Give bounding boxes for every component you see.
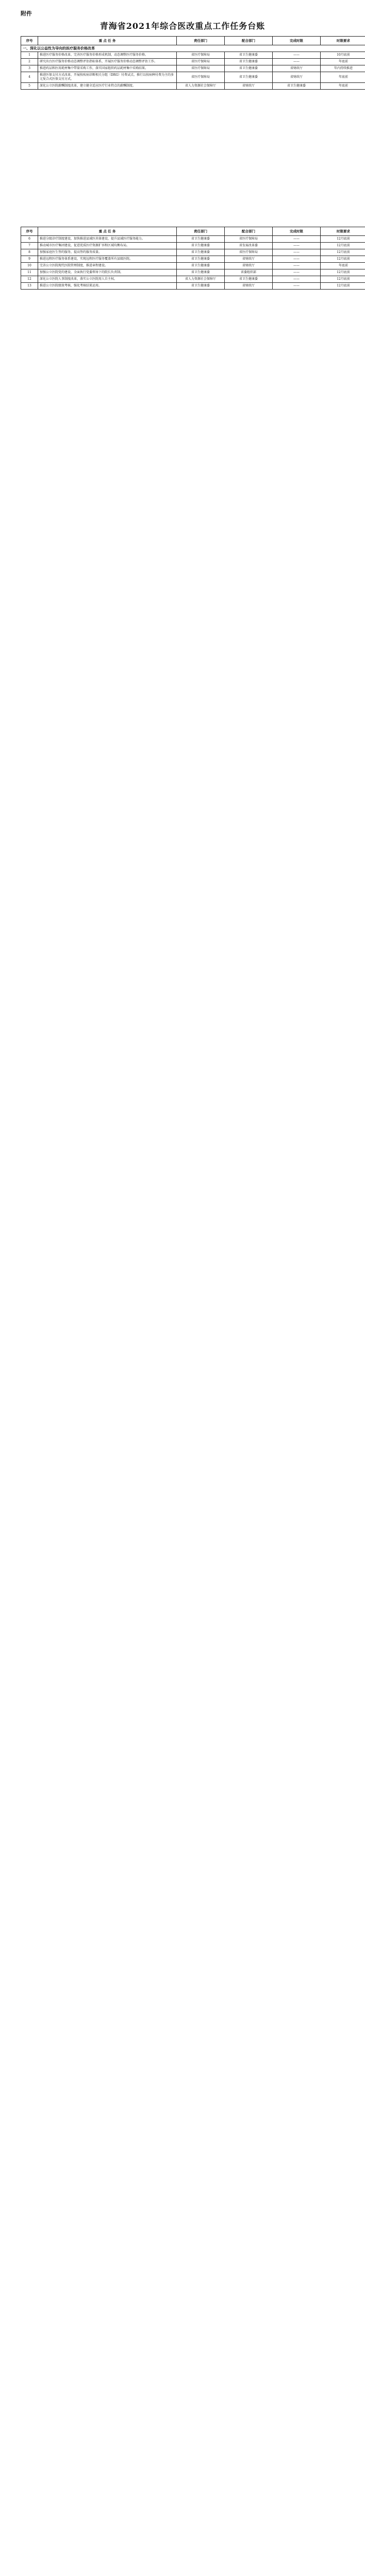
cell-done: ——: [273, 236, 321, 243]
column-header: 序号: [21, 227, 38, 236]
cell-assist: 省卫生健康委: [225, 52, 273, 59]
table-row: [21, 269, 365, 276]
cell-limit: 年内持续推进: [321, 65, 365, 72]
cell-lead: 省卫生健康委: [177, 243, 225, 249]
cell-lead: 省人力资源社会保障厅: [177, 83, 225, 90]
cell-lead: 省卫生健康委: [177, 249, 225, 256]
cell-assist: 省委组织部: [225, 269, 273, 276]
cell-task: 推进分级诊疗制度建设，加快推进县域医共体建设，提升县域医疗服务能力。: [38, 236, 177, 243]
cell-n: 1: [21, 52, 38, 59]
column-header: 责任部门: [177, 37, 225, 45]
table-row: [21, 45, 365, 52]
table-row: [21, 59, 365, 65]
page-title: 青海省2021年综合医改重点工作任务台账: [99, 21, 266, 31]
cell-done: ——: [273, 283, 321, 290]
cell-limit: 12月底前: [321, 243, 365, 249]
column-header: 配合部门: [225, 37, 273, 45]
cell-assist: 省财政厅: [225, 283, 273, 290]
cell-task: 完善公立医院现代医院管理制度，推进章程建设。: [38, 263, 177, 269]
cell-n: 4: [21, 72, 38, 83]
cell-done: 省财政厅: [273, 65, 321, 72]
cell-limit: 12月底前: [321, 269, 365, 276]
cell-done: ——: [273, 249, 321, 256]
cell-limit: 年底前: [321, 59, 365, 65]
cell-assist: 省医疗保障局: [225, 249, 273, 256]
cell-n: 11: [21, 269, 38, 276]
cell-done: ——: [273, 269, 321, 276]
column-header: 完成时限: [273, 37, 321, 45]
column-header: 完成时限: [273, 227, 321, 236]
column-header: 配合部门: [225, 227, 273, 236]
cell-lead: 省卫生健康委: [177, 256, 225, 263]
cell-lead: 省医疗保障局: [177, 72, 225, 83]
table-row: [21, 52, 365, 59]
cell-lead: 省卫生健康委: [177, 263, 225, 269]
attachment-label: 附件: [21, 10, 32, 17]
cell-limit: 12月底前: [321, 276, 365, 283]
cell-n: 13: [21, 283, 38, 290]
cell-limit: 12月底前: [321, 236, 365, 243]
cell-assist: 省发展改革委: [225, 243, 273, 249]
cell-task: 深化公立医院人事制度改革，落实公立医院用人自主权。: [38, 276, 177, 283]
section-heading: 一、深化以公益性为导向的医疗服务价格改革: [21, 45, 365, 52]
task-table: [21, 227, 365, 290]
cell-assist: 省卫生健康委: [225, 72, 273, 83]
cell-task: 加强家庭医生签约服务，提高签约服务质量。: [38, 249, 177, 256]
cell-limit: 12月底前: [321, 256, 365, 263]
cell-assist: 省财政厅: [225, 263, 273, 269]
cell-task: 推进药品和医用耗材集中带量采购工作，落实国家组织药品耗材集中采购结果。: [38, 65, 177, 72]
cell-task: 推进医保支付方式改革，开展按疾病诊断相关分组（DRG）付费试点，推行以按病种付费为主的多元复合式医保支付方式。: [38, 72, 177, 83]
cell-task: 深化公立医院薪酬制度改革，建立健全适应医疗行业特点的薪酬制度。: [38, 83, 177, 90]
cell-task: 加强公立医院党的建设，全面执行党委领导下的院长负责制。: [38, 269, 177, 276]
cell-n: 9: [21, 256, 38, 263]
column-header: 序号: [21, 37, 38, 45]
cell-limit: 年底前: [321, 72, 365, 83]
cell-task: 推进医疗服务价格改革，完善医疗服务价格形成机制，动态调整医疗服务价格。: [38, 52, 177, 59]
cell-lead: 省卫生健康委: [177, 283, 225, 290]
column-header: 责任部门: [177, 227, 225, 236]
cell-done: ——: [273, 276, 321, 283]
cell-lead: 省医疗保障局: [177, 59, 225, 65]
table-row: [21, 256, 365, 263]
cell-done: 省卫生健康委: [273, 83, 321, 90]
table-row: [21, 243, 365, 249]
task-table-page-1: [21, 36, 353, 90]
cell-limit: 10月底前: [321, 52, 365, 59]
cell-limit: 12月底前: [321, 283, 365, 290]
table-row: [21, 65, 365, 72]
table-row: [21, 263, 365, 269]
cell-task: 研究出台医疗服务价格动态调整评估指标体系，开展医疗服务价格动态调整评估工作。: [38, 59, 177, 65]
table-row: [21, 83, 365, 90]
cell-n: 2: [21, 59, 38, 65]
cell-done: ——: [273, 59, 321, 65]
cell-lead: 省医疗保障局: [177, 52, 225, 59]
table-row: [21, 72, 365, 83]
cell-assist: 省卫生健康委: [225, 65, 273, 72]
cell-task: 推进公立医院绩效考核，强化考核结果运用。: [38, 283, 177, 290]
cell-n: 8: [21, 249, 38, 256]
cell-limit: 年底前: [321, 83, 365, 90]
cell-assist: 省财政厅: [225, 256, 273, 263]
cell-lead: 省医疗保障局: [177, 65, 225, 72]
cell-assist: 省财政厅: [225, 83, 273, 90]
column-header: 重 点 任 务: [38, 37, 177, 45]
cell-assist: 省卫生健康委: [225, 59, 273, 65]
cell-done: ——: [273, 256, 321, 263]
cell-assist: 省卫生健康委: [225, 276, 273, 283]
cell-done: ——: [273, 52, 321, 59]
column-header: 重 点 任 务: [38, 227, 177, 236]
cell-done: ——: [273, 243, 321, 249]
column-header: 时限要求: [321, 37, 365, 45]
table-row: [21, 236, 365, 243]
cell-n: 7: [21, 243, 38, 249]
task-table-page-2: [21, 227, 350, 290]
cell-n: 5: [21, 83, 38, 90]
table-row: [21, 249, 365, 256]
table-row: [21, 276, 365, 283]
task-table: [21, 36, 365, 90]
cell-n: 12: [21, 276, 38, 283]
cell-assist: 省医疗保障局: [225, 236, 273, 243]
cell-lead: 省人力资源社会保障厅: [177, 276, 225, 283]
cell-task: 推动城市医疗集团建设，促进优质医疗资源扩容和区域均衡布局。: [38, 243, 177, 249]
cell-n: 10: [21, 263, 38, 269]
cell-n: 3: [21, 65, 38, 72]
cell-done: ——: [273, 263, 321, 269]
column-header: 时限要求: [321, 227, 365, 236]
table-row: [21, 283, 365, 290]
cell-lead: 省卫生健康委: [177, 236, 225, 243]
cell-lead: 省卫生健康委: [177, 269, 225, 276]
cell-n: 6: [21, 236, 38, 243]
cell-limit: 12月底前: [321, 249, 365, 256]
cell-limit: 年底前: [321, 263, 365, 269]
cell-task: 推进远程医疗服务体系建设，实现远程医疗服务覆盖所有县级医院。: [38, 256, 177, 263]
cell-done: 省财政厅: [273, 72, 321, 83]
